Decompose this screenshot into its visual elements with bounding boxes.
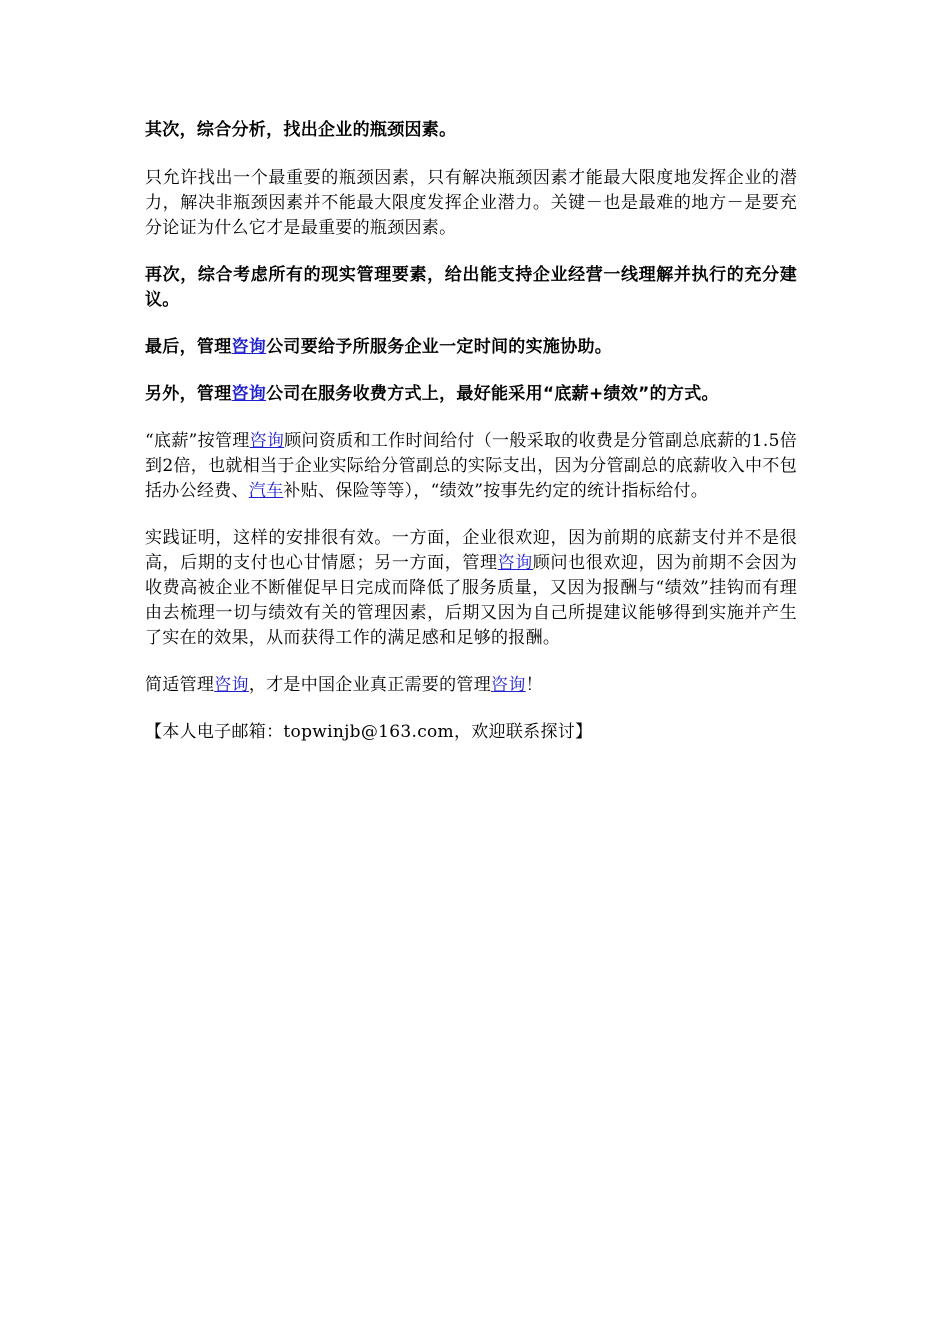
text-segment: 实践证明，这样的安排很有效。一方面，企业很欢迎，因为前期的底薪支付并不是很高，后期的支付也心甘情愿；另一方面，管理: [145, 528, 797, 573]
consulting-link[interactable]: 咨询: [491, 675, 526, 695]
document-body: [145, 118, 797, 745]
consulting-link[interactable]: 咨询: [214, 675, 249, 695]
text-segment: ！: [525, 675, 543, 695]
paragraph-conclusion: [145, 673, 797, 698]
text-segment: 简适管理: [145, 675, 215, 695]
text-segment: 补贴、保险等等），“绩效”按事先约定的统计指标给付。: [283, 481, 709, 501]
text-segment: 公司在服务收费方式上，最好能采用“底薪+绩效”的方式。: [266, 384, 719, 404]
text-segment: “底薪”按管理: [145, 431, 250, 451]
paragraph-practice: [145, 526, 797, 651]
consulting-link[interactable]: 咨询: [231, 384, 267, 404]
heading-recommendations: 再次，综合考虑所有的现实管理要素，给出能支持企业经营一线理解并执行的充分建议。: [145, 265, 797, 310]
heading-analysis: 其次，综合分析，找出企业的瓶颈因素。: [145, 120, 457, 140]
heading-fee-method: [145, 382, 797, 407]
text-segment: 顾问资质和工作时间给付（一般采取的收费是分管副总底薪的1.5倍到2倍，也就相当于企业实际给分管副总的实际支出，因为分管副总的底薪收入中不包括办公经费、: [145, 431, 797, 501]
paragraph-bottleneck: 只允许找出一个最重要的瓶颈因素，只有解决瓶颈因素才能最大限度地发挥企业的潜力，解决非瓶颈因素并不能最大限度发挥企业潜力。关键－也是最难的地方－是要充分论证为什么它才是最重要的瓶颈因素。: [145, 168, 797, 238]
contact-email: 【本人电子邮箱：topwinjb@163.com，欢迎联系探讨】: [145, 722, 593, 742]
text-segment: 顾问也很欢迎，因为前期不会因为收费高被企业不断催促早日完成而降低了服务质量，又因为报酬与“绩效”挂钩而有理由去梳理一切与绩效有关的管理因素，后期又因为自己所提建议能够得到实施并产生了实在的效果，从而获得工作的满足感和足够的报酬。: [145, 553, 797, 648]
paragraph-base-salary: [145, 429, 797, 504]
consulting-link[interactable]: 咨询: [231, 337, 267, 357]
consulting-link[interactable]: 咨询: [497, 553, 533, 573]
heading-implementation: [145, 335, 797, 360]
text-segment: 最后，管理: [145, 337, 232, 357]
text-segment: 公司要给予所服务企业一定时间的实施协助。: [266, 337, 613, 357]
text-segment: 另外，管理: [145, 384, 232, 404]
consulting-link[interactable]: 咨询: [249, 431, 285, 451]
text-segment: ，才是中国企业真正需要的管理: [248, 675, 492, 695]
car-link[interactable]: 汽车: [248, 481, 284, 501]
